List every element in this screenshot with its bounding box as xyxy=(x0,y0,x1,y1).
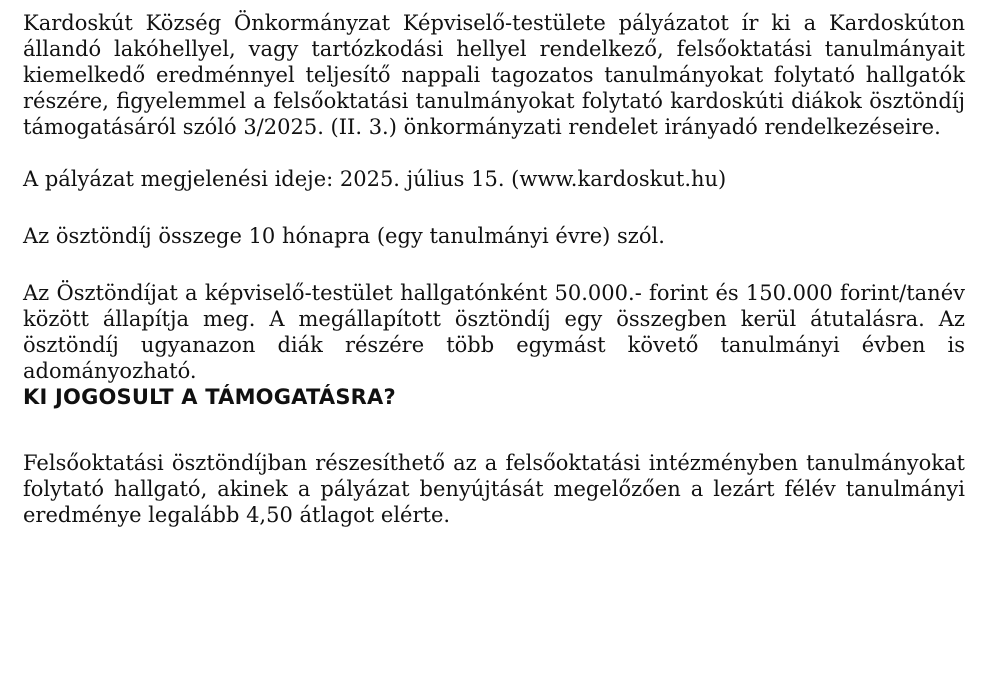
eligibility-heading: KI JOGOSULT A TÁMOGATÁSRA? xyxy=(23,385,396,409)
duration-paragraph: Az ösztöndíj összege 10 hónapra (egy tanulmányi évre) szól. xyxy=(23,224,665,248)
document-page xyxy=(23,10,965,528)
amount-paragraph: Az Ösztöndíjat a képviselő-testület hallgatónként 50.000.- forint és 150.000 forint/tanév között állapítja meg. A megállapított ösztöndíj egy összegben kerül átutalásra. Az ösztöndíj ugyanazon diák részére több egymást követő tanulmányi évben is adományozható. xyxy=(23,281,965,383)
intro-paragraph: Kardoskút Község Önkormányzat Képviselő-testülete pályázatot ír ki a Kardoskúton állandó lakóhellyel, vagy tartózkodási hellyel rendelkező, felsőoktatási tanulmányait kiemelkedő eredménnyel teljesítő nappali tagozatos tanulmányokat folytató hallgatók részére, figyelemmel a felsőoktatási tanulmányokat folytató kardoskúti diákok ösztöndíj támogatásáról szóló 3/2025. (II. 3.) önkormányzati rendelet irányadó rendelkezéseire. xyxy=(23,11,965,139)
eligibility-paragraph: Felsőoktatási ösztöndíjban részesíthető az a felsőoktatási intézményben tanulmányokat folytató hallgató, akinek a pályázat benyújtását megelőzően a lezárt félév tanulmányi eredménye legalább 4,50 átlagot elérte. xyxy=(23,451,965,527)
publication-date-paragraph: A pályázat megjelenési ideje: 2025. július 15. (www.kardoskut.hu) xyxy=(23,167,727,191)
